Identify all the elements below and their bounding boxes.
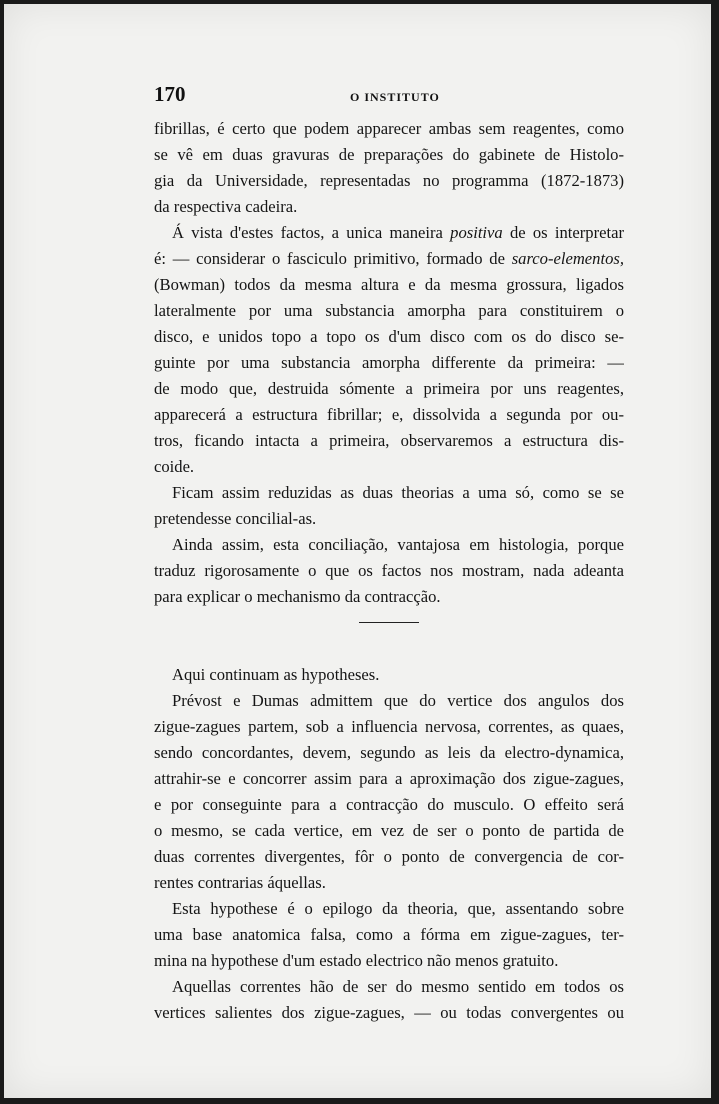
text-line: disco, e unidos topo a topo os d'um disco com os do disco se- [154, 327, 624, 346]
paragraph [154, 688, 624, 896]
paragraph [154, 662, 624, 688]
divider-rule [359, 622, 419, 623]
text-line: para explicar o mechanismo da contracção. [154, 587, 441, 606]
section-divider [154, 610, 624, 636]
italic-term: sarco-elementos, [511, 249, 624, 268]
paragraph [154, 480, 624, 532]
paragraph [154, 896, 624, 974]
text-line: zigue-zagues partem, sob a influencia nervosa, correntes, as quaes, [154, 717, 624, 736]
text-line: e por conseguinte para a contracção do musculo. O effeito será [154, 795, 624, 814]
text-line: coide. [154, 457, 195, 476]
text-line: duas correntes divergentes, fôr o ponto de convergencia de cor- [154, 847, 624, 866]
paragraph [154, 116, 624, 220]
page-number: 170 [154, 82, 186, 106]
body-text [154, 116, 624, 1026]
text-line: da respectiva cadeira. [154, 197, 298, 216]
text-span: é: — considerar o fasciculo primitivo, formado de [154, 249, 512, 268]
text-line: o mesmo, se cada vertice, em vez de ser o ponto de partida de [154, 821, 624, 840]
text-line: Aqui continuam as hypotheses. [172, 665, 380, 684]
page-header [154, 82, 624, 104]
paragraph [154, 974, 624, 1026]
text-line: se vê em duas gravuras de preparações do gabinete de Histolo- [154, 145, 624, 164]
spacer [154, 636, 624, 662]
page-sheet [4, 4, 711, 1098]
text-line: tros, ficando intacta a primeira, observaremos a estructura dis- [154, 431, 624, 450]
text-line [154, 246, 624, 272]
text-line: attrahir-se e concorrer assim para a aproximação dos zigue-zagues, [154, 769, 624, 788]
text-line: uma base anatomica falsa, como a fórma em zigue-zagues, ter- [154, 925, 624, 944]
text-line: apparecerá a estructura fibrillar; e, dissolvida a segunda por ou- [154, 405, 624, 424]
paragraph [154, 220, 624, 480]
text-line: de modo que, destruida sómente a primeira por uns reagentes, [154, 379, 624, 398]
text-line: gia da Universidade, representadas no programma (1872-1873) [154, 171, 624, 190]
paragraph [154, 532, 624, 610]
text-line: (Bowman) todos da mesma altura e da mesma grossura, ligados [154, 275, 624, 294]
text-line [154, 220, 624, 246]
text-line: guinte por uma substancia amorpha differente da primeira: — [154, 353, 624, 372]
text-line: lateralmente por uma substancia amorpha para constituirem o [154, 301, 624, 320]
text-line: Esta hypothese é o epilogo da theoria, que, assentando sobre [172, 899, 624, 918]
italic-term: positiva [450, 223, 503, 242]
text-line: Ainda assim, esta conciliação, vantajosa em histologia, porque [172, 535, 624, 554]
text-line: fibrillas, é certo que podem apparecer ambas sem reagentes, como [154, 119, 624, 138]
text-line: pretendesse concilial-as. [154, 509, 317, 528]
text-line: Aquellas correntes hão de ser do mesmo sentido em todos os [172, 977, 624, 996]
text-line: sendo concordantes, devem, segundo as leis da electro-dynamica, [154, 743, 624, 762]
text-line: traduz rigorosamente o que os factos nos mostram, nada adeanta [154, 561, 624, 580]
text-span: de os interpretar [502, 223, 624, 242]
text-line: rentes contrarias áquellas. [154, 873, 326, 892]
text-line: Prévost e Dumas admittem que do vertice dos angulos dos [172, 691, 624, 710]
text-line: vertices salientes dos zigue-zagues, — ou todas convergentes ou [154, 1003, 624, 1022]
text-line: Ficam assim reduzidas as duas theorias a uma só, como se se [172, 483, 624, 502]
text-line: mina na hypothese d'um estado electrico não menos gratuito. [154, 951, 559, 970]
text-span: Á vista d'estes factos, a unica maneira [172, 223, 451, 242]
running-title: O INSTITUTO [350, 90, 440, 104]
